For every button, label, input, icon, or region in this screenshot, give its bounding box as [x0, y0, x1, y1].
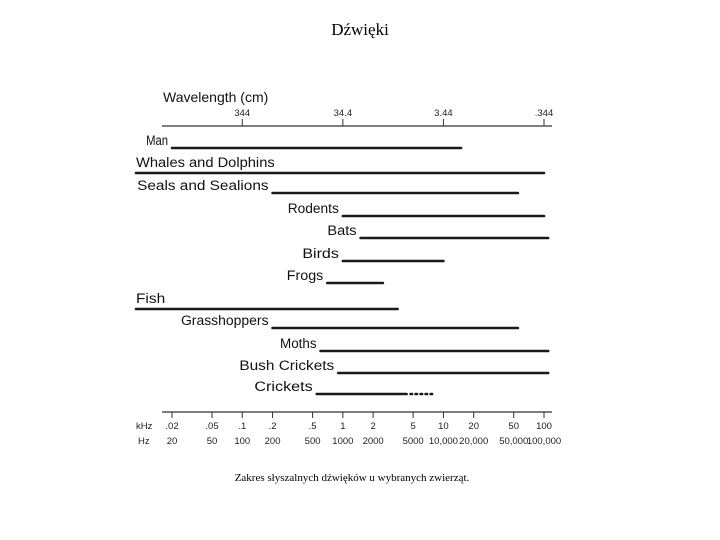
- hz-tick-label: 2000: [362, 436, 384, 447]
- hz-tick-label: 1000: [332, 436, 354, 447]
- range-label: Rodents: [287, 201, 340, 216]
- hz-tick-label: 20: [166, 436, 178, 447]
- range-label: Seals and Sealions: [137, 178, 269, 193]
- hz-tick-label: 10,000: [428, 436, 458, 447]
- top-axis-title: Wavelength (cm): [163, 89, 269, 105]
- range-label: Grasshoppers: [180, 313, 269, 328]
- khz-tick-label: 10: [438, 421, 449, 432]
- top-axis-tick-label: 3.44: [434, 108, 453, 119]
- top-axis-tick-label: 34.4: [333, 108, 353, 119]
- top-axis: [162, 108, 553, 126]
- range-label: Bush Crickets: [239, 358, 335, 373]
- range-label: Birds: [302, 246, 340, 261]
- hz-tick-label: 200: [264, 436, 281, 447]
- khz-tick-label: .2: [268, 421, 277, 432]
- range-label: Whales and Dolphins: [136, 155, 275, 170]
- range-label: Fish: [136, 291, 166, 306]
- khz-unit-label: kHz: [136, 421, 153, 432]
- hz-tick-label: 20,000: [459, 436, 489, 447]
- hz-tick-label: 100,000: [526, 436, 562, 447]
- range-label: Man: [146, 133, 168, 148]
- range-label: Crickets: [254, 379, 314, 394]
- slide-title: Dźwięki: [331, 20, 389, 39]
- khz-tick-label: .05: [205, 421, 219, 432]
- khz-tick-label: .02: [165, 421, 179, 432]
- top-axis-tick-label: .344: [534, 108, 554, 119]
- khz-tick-label: 1: [340, 421, 346, 432]
- hz-tick-label: 50,000: [499, 436, 529, 447]
- khz-tick-label: 50: [508, 421, 520, 432]
- khz-tick-label: .1: [238, 421, 247, 432]
- hz-tick-label: 5000: [402, 436, 424, 447]
- khz-tick-label: 5: [410, 421, 416, 432]
- range-bars: [136, 133, 548, 394]
- khz-tick-label: 100: [536, 421, 552, 432]
- khz-tick-label: .5: [308, 421, 317, 432]
- hz-tick-label: 100: [234, 436, 251, 447]
- khz-tick-label: 20: [468, 421, 479, 432]
- range-label: Moths: [280, 336, 317, 351]
- hz-tick-label: 500: [304, 436, 321, 447]
- bottom-axis: [162, 412, 561, 447]
- range-label: Bats: [327, 223, 357, 238]
- hz-unit-label: Hz: [138, 436, 150, 447]
- khz-tick-label: 2: [370, 421, 376, 432]
- top-axis-tick-label: 344: [234, 108, 251, 119]
- hz-tick-label: 50: [206, 436, 218, 447]
- caption: Zakres słyszalnych dźwięków u wybranych zwierząt.: [234, 472, 470, 484]
- range-label: Frogs: [286, 268, 324, 283]
